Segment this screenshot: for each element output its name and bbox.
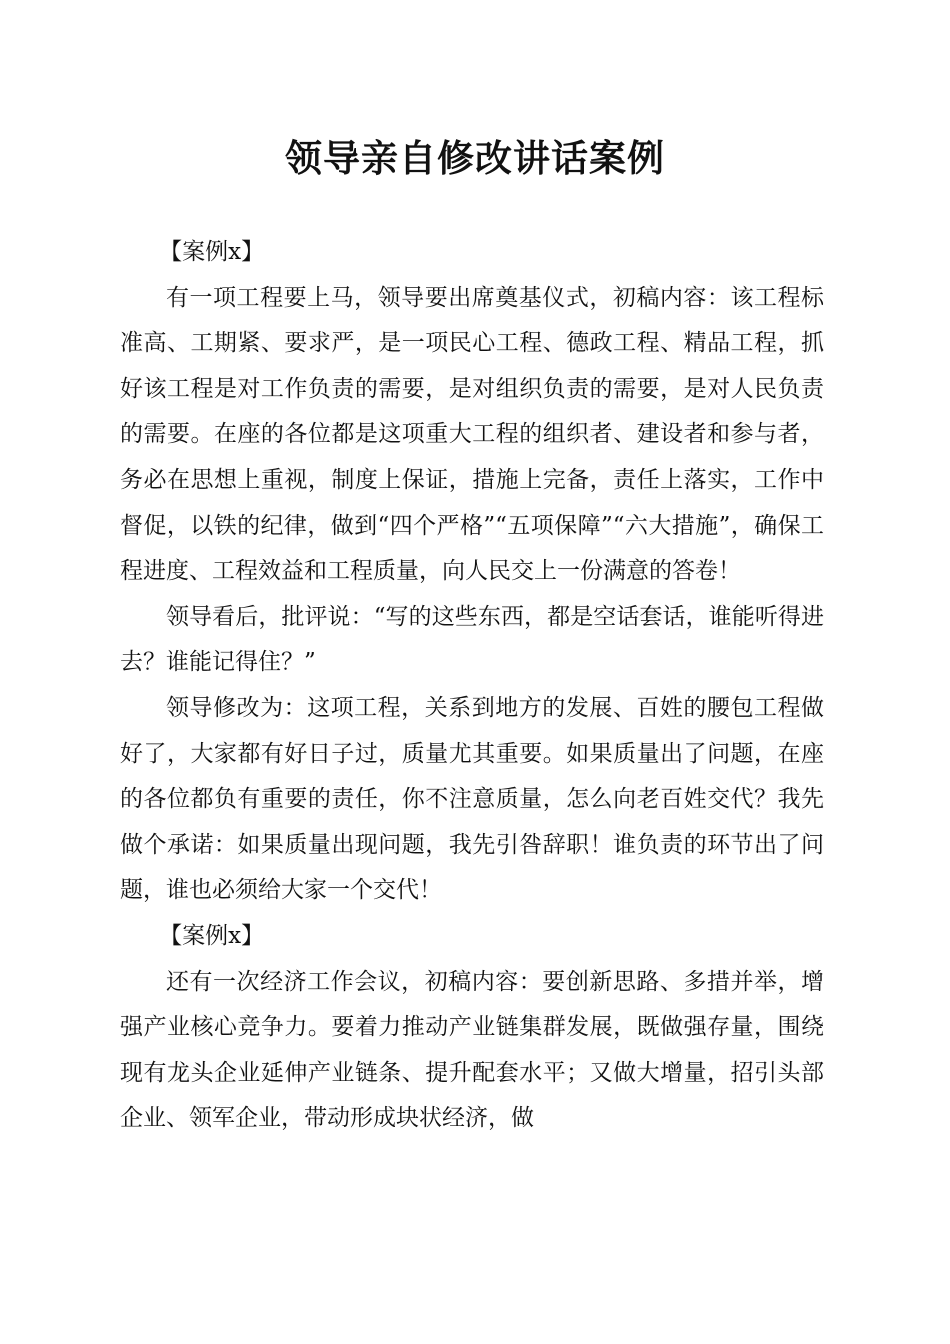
paragraph-criticism: 领导看后，批评说：“写的这些东西，都是空话套话，谁能听得进去？谁能记得住？” [120, 603, 824, 676]
paragraph-draft-1: 有一项工程要上马，领导要出席奠基仪式，初稿内容：该工程标准高、工期紧、要求严，是一项民心工程、德政工程、精品工程，抓好该工程是对工作负责的需要，是对组织负责的需要，是对人民负责的需要。在座的各位都是这项重大工程的组织者、建设者和参与者，务必在思想上重视，制度上保证，措施上完备，责任上落实，工作中督促，以铁的纪律，做到“四个严格”“五项保障”“六大措施”，确保工程进度、工程效益和工程质量，向人民交上一份满意的答卷！ [120, 284, 824, 585]
case-heading-1: 【案例x】 [159, 239, 265, 265]
document-body [120, 230, 824, 1142]
case-heading-2: 【案例x】 [159, 922, 265, 949]
paragraph-revision: 领导修改为：这项工程，关系到地方的发展、百姓的腰包工程做好了，大家都有好日子过，质量尤其重要。如果质量出了问题，在座的各位都负有重要的责任，你不注意质量，怎么向老百姓交代？我先做个承诺：如果质量出现问题，我先引咎辞职！谁负责的环节出了问题，谁也必须给大家一个交代！ [120, 694, 824, 904]
paragraph-draft-2: 还有一次经济工作会议，初稿内容：要创新思路、多措并举，增强产业核心竞争力。要着力推动产业链集群发展，既做强存量，围绕现有龙头企业延伸产业链条、提升配套水平；又做大增量，招引头部企业、领军企业，带动形成块状经济，做 [120, 968, 824, 1132]
document-title: 领导亲自修改讲话案例 [285, 136, 665, 180]
